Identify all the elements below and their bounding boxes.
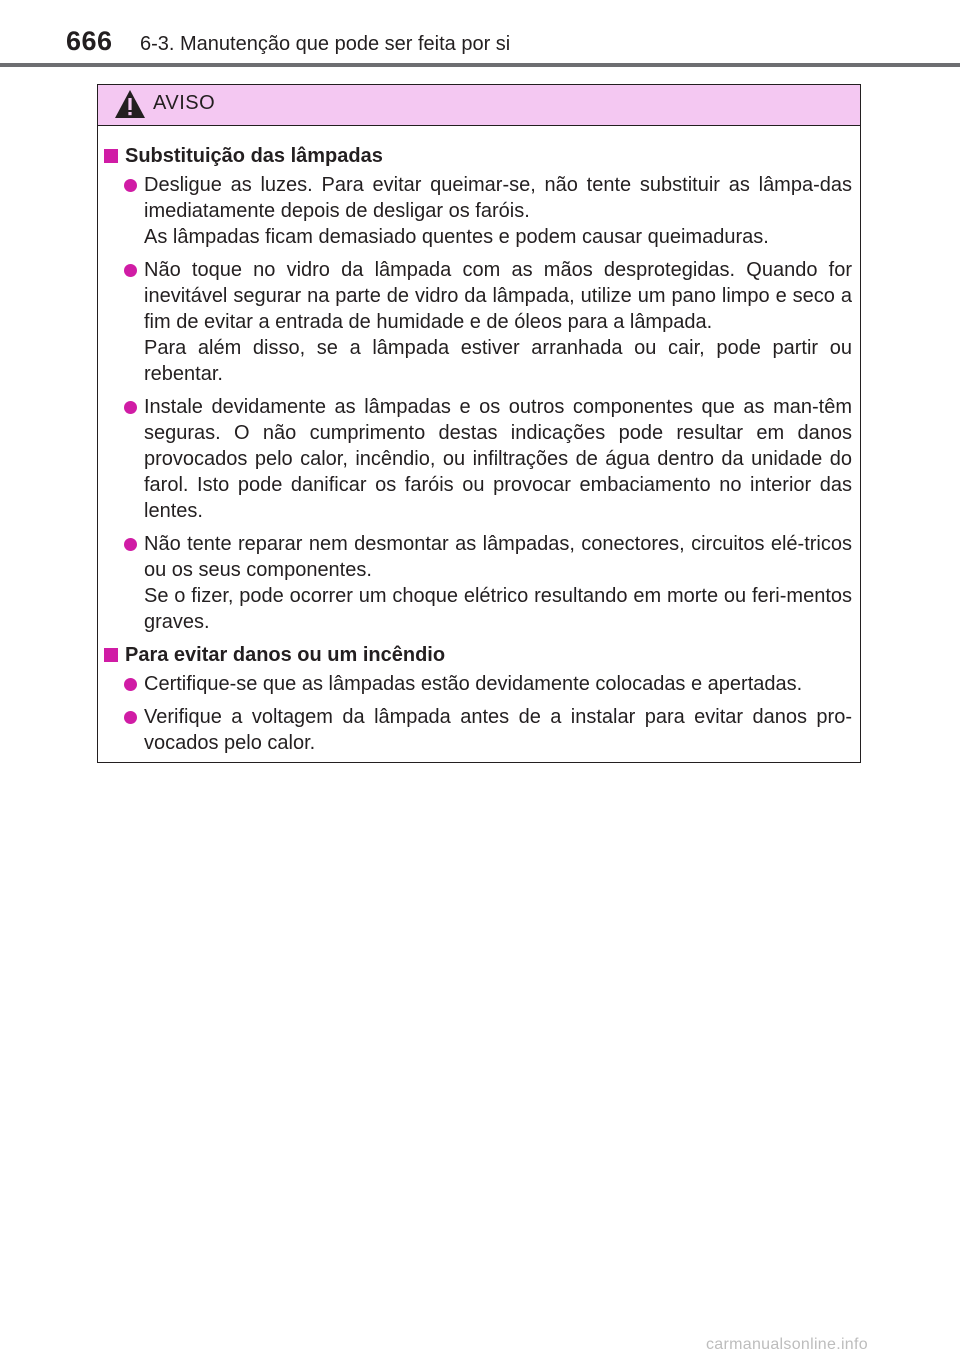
list-item-text: Desligue as luzes. Para evitar queimar-se, não tente substituir as lâmpa-das imediatamente depois de desligar os faróis. — [144, 174, 852, 222]
section-title: 6-3. Manutenção que pode ser feita por si — [140, 33, 511, 55]
circle-bullet-icon — [124, 264, 137, 277]
list-item-text: Verifique a voltagem da lâmpada antes de a instalar para evitar danos pro-vocados pelo calor. — [144, 706, 852, 754]
list-item-text: Para além disso, se a lâmpada estiver arranhada ou cair, pode partir ou rebentar. — [144, 337, 852, 385]
warning-section — [98, 143, 852, 635]
square-bullet-icon — [104, 648, 118, 662]
list-item-text: As lâmpadas ficam demasiado quentes e podem causar queimaduras. — [144, 226, 769, 248]
watermark: carmanualsonline.info — [706, 1336, 868, 1353]
warning-triangle-icon — [114, 89, 146, 119]
warning-title: AVISO — [153, 92, 216, 114]
list-item-text: Não toque no vidro da lâmpada com as mãos desprotegidas. Quando for inevitável segurar na parte de vidro da lâmpada, utilize um pano limpo e seco a fim de evitar a entrada de humidade e de óleos para a lâmpada. — [144, 259, 852, 333]
list-item — [98, 671, 852, 697]
circle-bullet-icon — [124, 678, 137, 691]
section-heading-text: Para evitar danos ou um incêndio — [125, 644, 446, 666]
page-number: 666 — [66, 26, 113, 56]
circle-bullet-icon — [124, 401, 137, 414]
list-item — [98, 531, 852, 635]
header-rule — [0, 63, 960, 67]
list-item-text: Não tente reparar nem desmontar as lâmpadas, conectores, circuitos elé-tricos ou os seus componentes. — [144, 533, 852, 581]
square-bullet-icon — [104, 149, 118, 163]
list-item — [98, 172, 852, 250]
circle-bullet-icon — [124, 711, 137, 724]
warning-header — [98, 85, 860, 126]
circle-bullet-icon — [124, 538, 137, 551]
list-item-text: Instale devidamente as lâmpadas e os outros componentes que as man-têm seguras. O não cumprimento destas indicações pode resultar em danos provocados pelo calor, incêndio, ou infiltrações de água dentro da unidade do farol. Isto pode danificar os faróis ou provocar embaciamento no interior das lentes. — [144, 396, 852, 522]
list-item-text: Se o fizer, pode ocorrer um choque elétrico resultando em morte ou feri-mentos graves. — [144, 585, 852, 633]
warning-body — [98, 126, 860, 756]
section-heading — [98, 642, 852, 669]
warning-box — [97, 84, 861, 763]
list-item-text: Certifique-se que as lâmpadas estão devidamente colocadas e apertadas. — [144, 673, 803, 695]
section-heading — [98, 143, 852, 170]
circle-bullet-icon — [124, 179, 137, 192]
list-item — [98, 257, 852, 387]
section-heading-text: Substituição das lâmpadas — [125, 145, 383, 167]
page-header — [0, 0, 960, 66]
list-item — [98, 704, 852, 756]
list-item — [98, 394, 852, 524]
warning-section — [98, 642, 852, 756]
